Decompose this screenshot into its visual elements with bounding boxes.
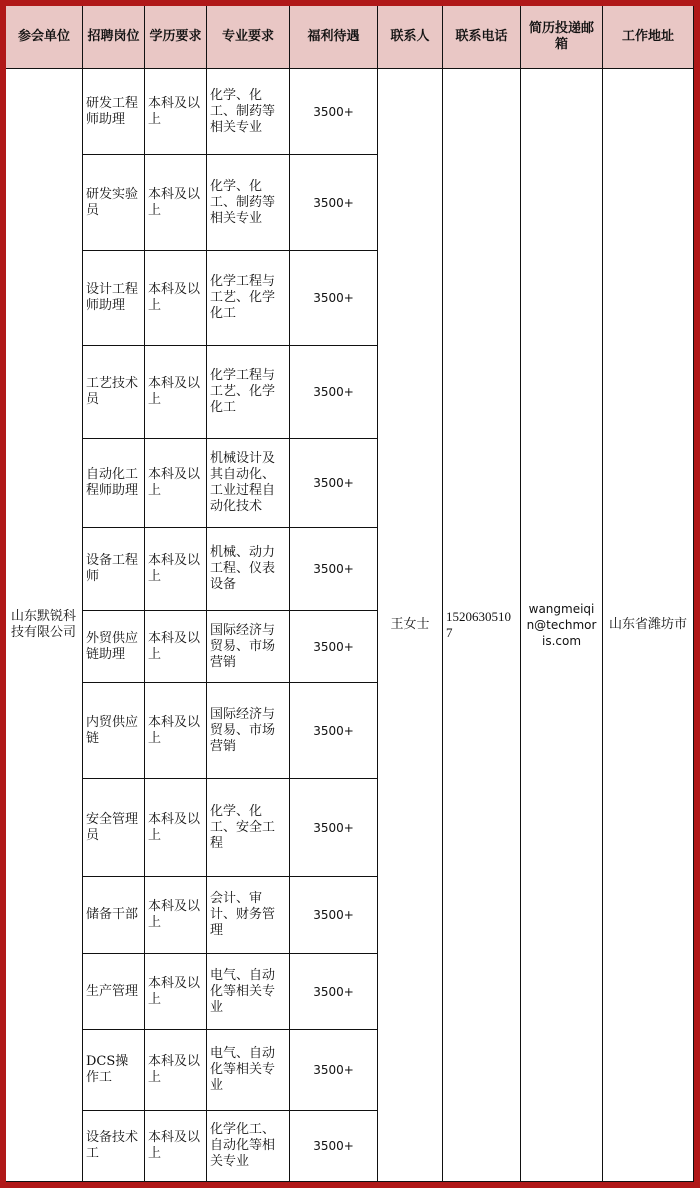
position-cell: 设计工程师助理	[83, 251, 145, 346]
salary-cell: 3500+	[290, 251, 378, 346]
major-cell: 化学、化工、制药等相关专业	[207, 155, 290, 251]
position-cell: 工艺技术员	[83, 346, 145, 439]
salary-cell: 3500+	[290, 1111, 378, 1182]
education-cell: 本科及以上	[145, 1030, 207, 1111]
phone-cell: 15206305107	[443, 69, 521, 1182]
salary-cell: 3500+	[290, 1030, 378, 1111]
education-cell: 本科及以上	[145, 439, 207, 528]
salary-cell: 3500+	[290, 954, 378, 1030]
address-cell: 山东省潍坊市	[603, 69, 694, 1182]
major-cell: 化学、化工、安全工程	[207, 779, 290, 877]
education-cell: 本科及以上	[145, 683, 207, 779]
header-email: 简历投递邮箱	[521, 6, 603, 69]
major-cell: 化学工程与工艺、化学化工	[207, 346, 290, 439]
salary-cell: 3500+	[290, 683, 378, 779]
position-cell: 研发实验员	[83, 155, 145, 251]
salary-cell: 3500+	[290, 439, 378, 528]
education-cell: 本科及以上	[145, 155, 207, 251]
position-cell: 设备工程师	[83, 528, 145, 611]
position-cell: 设备技术工	[83, 1111, 145, 1182]
salary-cell: 3500+	[290, 611, 378, 683]
major-cell: 电气、自动化等相关专业	[207, 954, 290, 1030]
major-cell: 国际经济与贸易、市场营销	[207, 611, 290, 683]
major-cell: 机械设计及其自动化、工业过程自动化技术	[207, 439, 290, 528]
header-education: 学历要求	[145, 6, 207, 69]
major-cell: 电气、自动化等相关专业	[207, 1030, 290, 1111]
major-cell: 机械、动力工程、仪表设备	[207, 528, 290, 611]
education-cell: 本科及以上	[145, 528, 207, 611]
education-cell: 本科及以上	[145, 877, 207, 954]
recruitment-table-frame	[6, 6, 694, 1182]
position-cell: 研发工程师助理	[83, 69, 145, 155]
major-cell: 国际经济与贸易、市场营销	[207, 683, 290, 779]
salary-cell: 3500+	[290, 779, 378, 877]
education-cell: 本科及以上	[145, 611, 207, 683]
education-cell: 本科及以上	[145, 251, 207, 346]
bottom-border	[0, 1182, 700, 1188]
major-cell: 化学、化工、制药等相关专业	[207, 69, 290, 155]
salary-cell: 3500+	[290, 69, 378, 155]
major-cell: 化学工程与工艺、化学化工	[207, 251, 290, 346]
header-contact: 联系人	[378, 6, 443, 69]
position-cell: DCS操作工	[83, 1030, 145, 1111]
email-cell: wangmeiqin@techmoris.com	[521, 69, 603, 1182]
education-cell: 本科及以上	[145, 346, 207, 439]
header-position: 招聘岗位	[83, 6, 145, 69]
salary-cell: 3500+	[290, 877, 378, 954]
education-cell: 本科及以上	[145, 69, 207, 155]
contact-cell: 王女士	[378, 69, 443, 1182]
position-cell: 安全管理员	[83, 779, 145, 877]
education-cell: 本科及以上	[145, 779, 207, 877]
header-major: 专业要求	[207, 6, 290, 69]
position-cell: 生产管理	[83, 954, 145, 1030]
position-cell: 外贸供应链助理	[83, 611, 145, 683]
header-company: 参会单位	[6, 6, 83, 69]
education-cell: 本科及以上	[145, 954, 207, 1030]
company-cell: 山东默锐科技有限公司	[6, 69, 83, 1182]
major-cell: 化学化工、自动化等相关专业	[207, 1111, 290, 1182]
header-phone: 联系电话	[443, 6, 521, 69]
position-cell: 储备干部	[83, 877, 145, 954]
position-cell: 自动化工程师助理	[83, 439, 145, 528]
salary-cell: 3500+	[290, 346, 378, 439]
salary-cell: 3500+	[290, 528, 378, 611]
education-cell: 本科及以上	[145, 1111, 207, 1182]
major-cell: 会计、审计、财务管理	[207, 877, 290, 954]
salary-cell: 3500+	[290, 155, 378, 251]
header-address: 工作地址	[603, 6, 694, 69]
position-cell: 内贸供应链	[83, 683, 145, 779]
recruitment-table	[6, 6, 694, 1182]
header-salary: 福利待遇	[290, 6, 378, 69]
